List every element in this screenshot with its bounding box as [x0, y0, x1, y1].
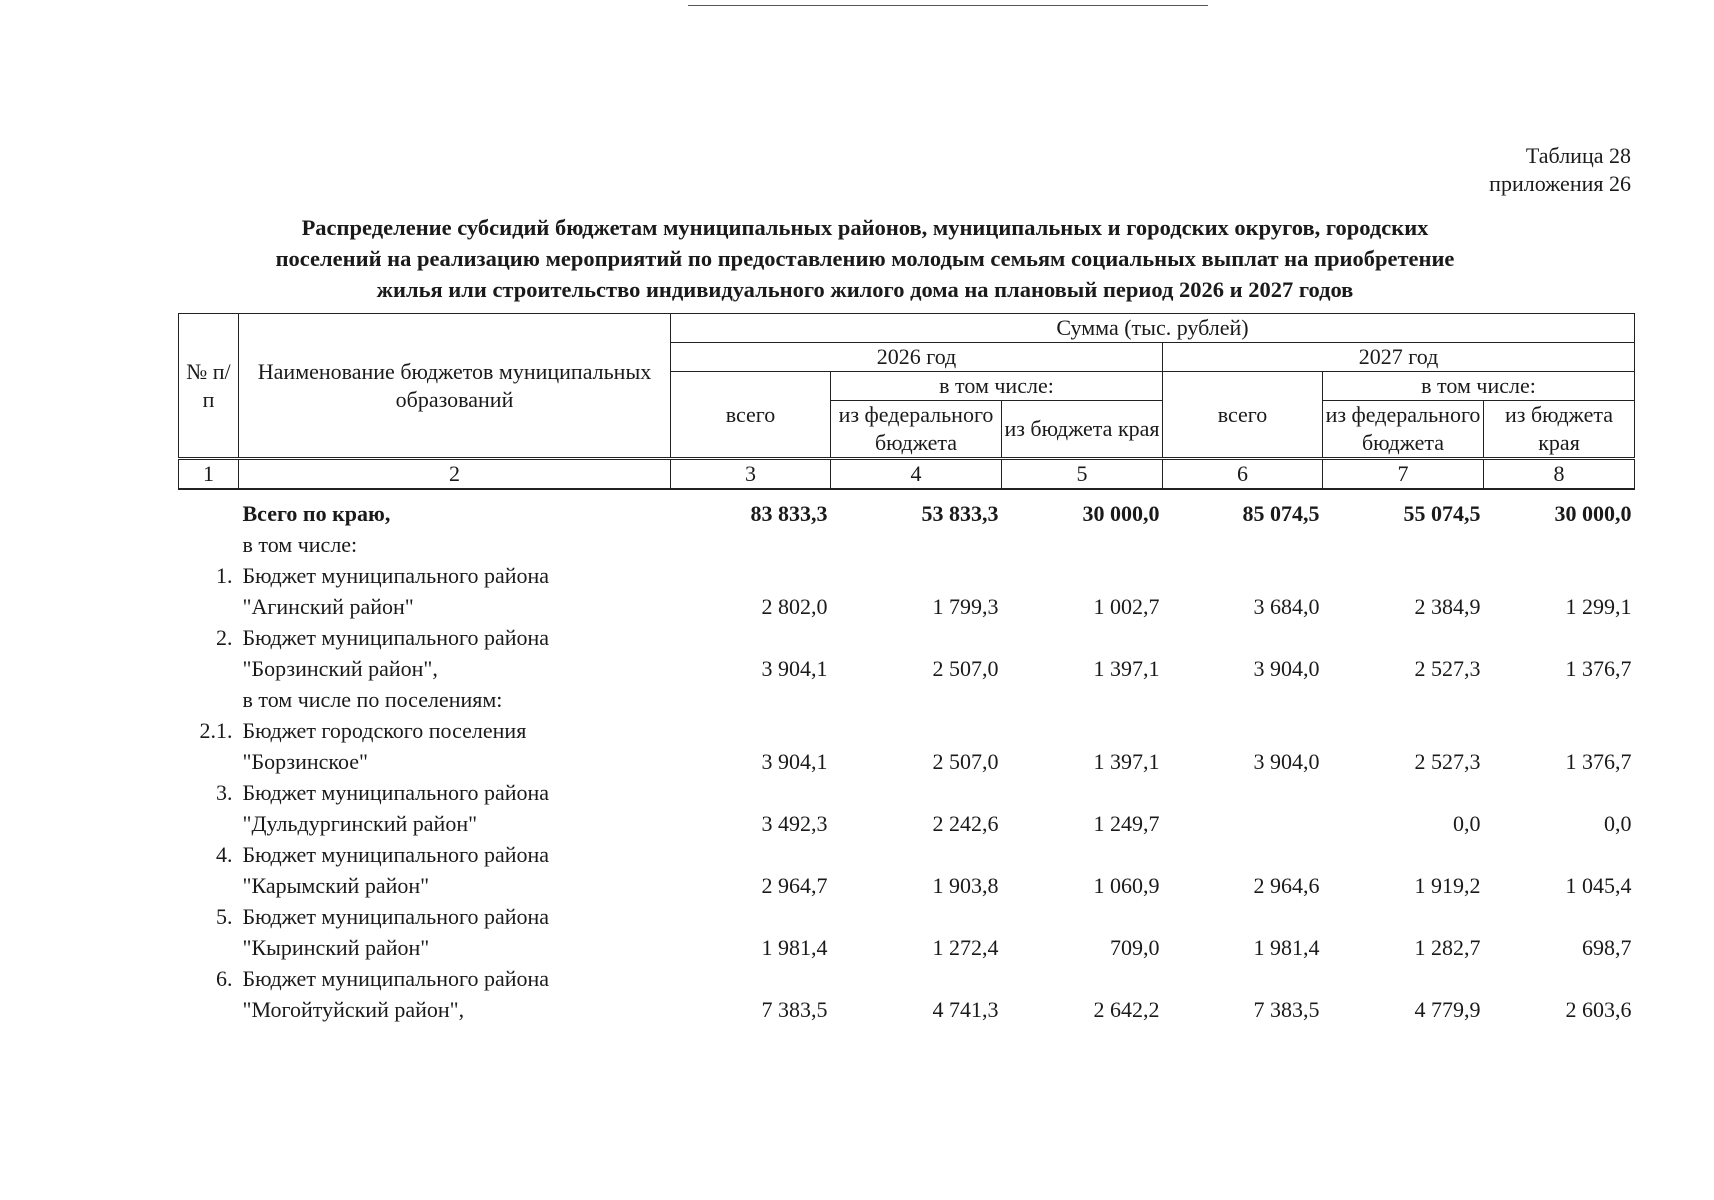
budget-name-line: "Карымский район" — [242, 873, 430, 898]
amount-cell: 4 779,9 — [1414, 997, 1481, 1022]
total-value: 53 833,3 — [921, 501, 999, 526]
total-label: Всего по краю, — [242, 501, 391, 526]
amount-cell: 2 802,0 — [761, 594, 828, 619]
header-federal-2026: из федерального бюджета — [831, 401, 1002, 459]
amount-cell: 1 981,4 — [761, 935, 828, 960]
budget-name — [239, 560, 671, 622]
amount-cell: 3 904,1 — [761, 656, 828, 681]
amount-cell: 7 383,5 — [761, 997, 828, 1022]
column-number: 7 — [1323, 459, 1484, 490]
document-title — [200, 212, 1530, 305]
budget-name-line: "Могойтуйский район", — [242, 997, 465, 1022]
row-number — [179, 901, 239, 963]
row-number-text: 6. — [216, 966, 233, 991]
budget-name-line: Бюджет муниципального района — [242, 904, 550, 929]
amount-cell: 1 903,8 — [932, 873, 999, 898]
amount-cell: 1 002,7 — [1093, 594, 1160, 619]
amount-cell: 3 904,1 — [761, 749, 828, 774]
budget-name — [239, 622, 671, 684]
amount-cell: 0,0 — [1453, 811, 1481, 836]
table-body — [179, 489, 1635, 1025]
amount-cell: 7 383,5 — [1253, 997, 1320, 1022]
budget-name — [239, 777, 671, 839]
header-total-2026: всего — [671, 372, 831, 459]
amount-cell: 2 527,3 — [1414, 656, 1481, 681]
column-number-row — [179, 459, 1635, 490]
including-label: в том числе: — [242, 532, 358, 557]
amount-cell: 1 376,7 — [1565, 656, 1632, 681]
row-number — [179, 963, 239, 1025]
amount-cell: 698,7 — [1582, 935, 1632, 960]
amount-cell: 3 904,0 — [1253, 749, 1320, 774]
table-number: Таблица 28 — [1525, 143, 1631, 168]
subgroup-row — [179, 684, 1635, 715]
subsidy-table — [178, 313, 1635, 1025]
column-number: 1 — [179, 459, 239, 490]
row-number-text: 3. — [216, 780, 233, 805]
header-regional-2026: из бюджета края — [1002, 401, 1163, 459]
amount-cell: 2 527,3 — [1414, 749, 1481, 774]
amount-cell: 2 384,9 — [1414, 594, 1481, 619]
budget-name-line: "Дульдургинский район" — [242, 811, 478, 836]
total-value: 83 833,3 — [750, 501, 828, 526]
budget-name-line: Бюджет муниципального района — [242, 780, 550, 805]
row-number — [179, 777, 239, 839]
table-row — [179, 777, 1635, 839]
column-number: 6 — [1163, 459, 1323, 490]
amount-cell: 2 642,2 — [1093, 997, 1160, 1022]
amount-cell: 1 799,3 — [932, 594, 999, 619]
amount-cell: 1 397,1 — [1093, 656, 1160, 681]
budget-name-line: Бюджет муниципального района — [242, 625, 550, 650]
column-number: 5 — [1002, 459, 1163, 490]
table-reference — [1489, 142, 1631, 198]
row-number — [179, 560, 239, 622]
total-value: 30 000,0 — [1554, 501, 1632, 526]
total-value: 30 000,0 — [1082, 501, 1160, 526]
amount-cell: 2 964,7 — [761, 873, 828, 898]
column-number: 3 — [671, 459, 831, 490]
table-row — [179, 622, 1635, 684]
budget-name — [239, 963, 671, 1025]
budget-name-line: Бюджет муниципального района — [242, 563, 550, 588]
row-number — [179, 622, 239, 684]
amount-cell: 4 741,3 — [932, 997, 999, 1022]
appendix-number: приложения 26 — [1489, 171, 1631, 196]
total-value: 85 074,5 — [1242, 501, 1320, 526]
total-row — [179, 498, 1635, 529]
amount-cell — [1163, 777, 1323, 839]
amount-cell: 1 919,2 — [1414, 873, 1481, 898]
budget-name-line: "Кыринский район" — [242, 935, 430, 960]
amount-cell: 2 603,6 — [1565, 997, 1632, 1022]
total-value: 55 074,5 — [1403, 501, 1481, 526]
amount-cell: 3 684,0 — [1253, 594, 1320, 619]
budget-name — [239, 715, 671, 777]
budget-name-line: Бюджет муниципального района — [242, 966, 550, 991]
amount-cell: 3 904,0 — [1253, 656, 1320, 681]
budget-name-line: Бюджет городского поселения — [242, 718, 527, 743]
header-name: Наименование бюджетов муниципальных образований — [239, 314, 671, 459]
header-total-2027: всего — [1163, 372, 1323, 459]
header-year-2027: 2027 год — [1163, 343, 1635, 372]
amount-cell: 1 060,9 — [1093, 873, 1160, 898]
title-line: поселений на реализацию мероприятий по предоставлению молодым семьям социальных выплат на приобретение — [275, 246, 1455, 271]
header-including-2027: в том числе: — [1323, 372, 1635, 401]
amount-cell: 3 492,3 — [761, 811, 828, 836]
amount-cell: 1 376,7 — [1565, 749, 1632, 774]
budget-name-line: "Борзинский район", — [242, 656, 438, 681]
table-row — [179, 560, 1635, 622]
amount-cell: 2 507,0 — [932, 749, 999, 774]
budget-name-line: Бюджет муниципального района — [242, 842, 550, 867]
title-line: Распределение субсидий бюджетам муниципальных районов, муниципальных и городских округов, городских — [301, 215, 1429, 240]
table-header — [179, 314, 1635, 490]
row-number — [179, 839, 239, 901]
header-year-2026: 2026 год — [671, 343, 1163, 372]
header-regional-2027: из бюджета края — [1484, 401, 1635, 459]
table-row — [179, 901, 1635, 963]
amount-cell: 1 981,4 — [1253, 935, 1320, 960]
amount-cell: 1 299,1 — [1565, 594, 1632, 619]
budget-name-line: "Борзинское" — [242, 749, 368, 774]
amount-cell: 2 507,0 — [932, 656, 999, 681]
row-number-text: 1. — [216, 563, 233, 588]
column-number: 4 — [831, 459, 1002, 490]
header-including-2026: в том числе: — [831, 372, 1163, 401]
budget-name-line: "Агинский район" — [242, 594, 414, 619]
table-row — [179, 715, 1635, 777]
column-number: 2 — [239, 459, 671, 490]
including-row — [179, 529, 1635, 560]
amount-cell: 0,0 — [1604, 811, 1632, 836]
header-sum: Сумма (тыс. рублей) — [671, 314, 1635, 343]
header-federal-2027: из федерального бюджета — [1323, 401, 1484, 459]
table-row — [179, 963, 1635, 1025]
row-number-text: 2.1. — [199, 718, 233, 743]
amount-cell: 709,0 — [1110, 935, 1160, 960]
budget-name — [239, 901, 671, 963]
amount-cell: 2 964,6 — [1253, 873, 1320, 898]
subgroup-label: в том числе по поселениям: — [242, 687, 503, 712]
column-number: 8 — [1484, 459, 1635, 490]
row-number — [179, 715, 239, 777]
row-number-text: 4. — [216, 842, 233, 867]
amount-cell: 1 272,4 — [932, 935, 999, 960]
row-number-text: 2. — [216, 625, 233, 650]
table-row — [179, 839, 1635, 901]
title-line: жилья или строительство индивидуального жилого дома на плановый период 2026 и 2027 годов — [376, 277, 1354, 302]
amount-cell: 1 249,7 — [1093, 811, 1160, 836]
amount-cell: 1 282,7 — [1414, 935, 1481, 960]
amount-cell: 1 397,1 — [1093, 749, 1160, 774]
amount-cell: 1 045,4 — [1565, 873, 1632, 898]
scan-top-rule — [688, 5, 1208, 6]
amount-cell: 2 242,6 — [932, 811, 999, 836]
header-no: № п/п — [179, 314, 239, 459]
budget-name — [239, 839, 671, 901]
row-number-text: 5. — [216, 904, 233, 929]
